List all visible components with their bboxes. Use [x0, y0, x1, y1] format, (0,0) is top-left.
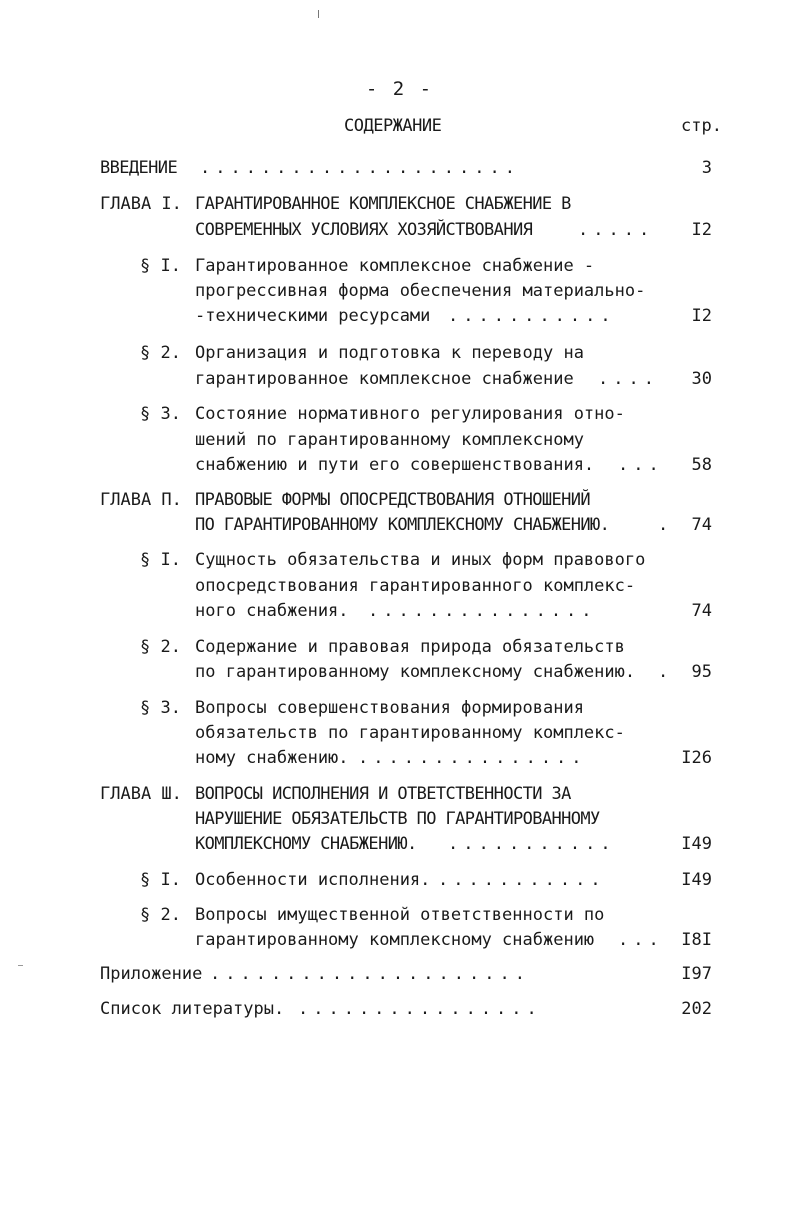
entry-text: ного снабжения.	[195, 601, 349, 621]
entry-text: Гарантированное комплексное снабжение -	[195, 256, 595, 276]
entry-text: Особенности исполнения.	[195, 870, 431, 890]
entry-text: по гарантированному комплексному снабжению.	[195, 662, 636, 682]
entry-text: ному снабжению.	[195, 748, 349, 768]
entry-page: 3	[701, 158, 712, 178]
dot-leader: .....	[578, 220, 655, 240]
entry-page: I2	[691, 306, 712, 326]
dot-leader: .	[658, 662, 674, 682]
entry-text: ПО ГАРАНТИРОВАННОМУ КОМПЛЕКСНОМУ СНАБЖЕНИЮ.	[195, 515, 610, 535]
entry-page: I2	[691, 220, 712, 240]
entry-page: 30	[691, 369, 712, 389]
entry-text: гарантированному комплексному снабжению	[195, 930, 595, 950]
dot-leader: ...	[618, 455, 664, 475]
entry-text: ВВЕДЕНИЕ	[100, 158, 178, 178]
dot-leader: ...............	[358, 748, 587, 768]
entry-text: опосредствования гарантированного комплекс-	[195, 576, 636, 596]
entry-text: ВОПРОСЫ ИСПОЛНЕНИЯ И ОТВЕТСТВЕННОСТИ ЗА	[195, 784, 571, 804]
page-number: - 2 -	[365, 78, 434, 100]
entry-text: Приложение	[100, 964, 203, 984]
dot-leader: .....................	[200, 158, 520, 178]
entry-text: -техническими ресурсами	[195, 306, 431, 326]
entry-text: прогрессивная форма обеспечения материально-	[195, 281, 646, 301]
entry-label: § 2.	[140, 905, 181, 925]
entry-page: I49	[681, 870, 712, 890]
entry-page: 202	[681, 999, 712, 1019]
entry-text: Вопросы совершенствования формирования	[195, 698, 584, 718]
entry-page: 74	[691, 515, 712, 535]
entry-text: гарантированное комплексное снабжение	[195, 369, 574, 389]
entry-label: ГЛАВА П.	[100, 490, 182, 510]
page-column-label: стр.	[681, 116, 722, 136]
entry-text: обязательств по гарантированному комплекс-	[195, 723, 625, 743]
entry-label: ГЛАВА Ш.	[100, 784, 182, 804]
entry-label: § 3.	[140, 698, 181, 718]
entry-text: Организация и подготовка к переводу на	[195, 343, 584, 363]
entry-label: § 2.	[140, 637, 181, 657]
entry-label: § I.	[140, 870, 181, 890]
entry-text: шений по гарантированному комплексному	[195, 430, 584, 450]
entry-page: I8I	[681, 930, 712, 950]
dot-leader: ...........	[438, 870, 606, 890]
toc-title: СОДЕРЖАНИЕ	[344, 116, 442, 136]
entry-label: § I.	[140, 256, 181, 276]
entry-text: НАРУШЕНИЕ ОБЯЗАТЕЛЬСТВ ПО ГАРАНТИРОВАННОМУ	[195, 809, 600, 829]
entry-page: 74	[691, 601, 712, 621]
entry-text: СОВРЕМЕННЫХ УСЛОВИЯХ ХОЗЯЙСТВОВАНИЯ	[195, 220, 533, 240]
entry-text: снабжению и пути его совершенствования.	[195, 455, 595, 475]
dot-leader: ...........	[448, 306, 616, 326]
entry-text: ПРАВОВЫЕ ФОРМЫ ОПОСРЕДСТВОВАНИЯ ОТНОШЕНИЙ	[195, 490, 591, 510]
entry-label: § 3.	[140, 404, 181, 424]
entry-label: § 2.	[140, 343, 181, 363]
entry-page: I26	[681, 748, 712, 768]
entry-page: I49	[681, 834, 712, 854]
entry-text: Состояние нормативного регулирования отно-	[195, 404, 625, 424]
entry-text: Список литературы.	[100, 999, 285, 1019]
entry-text: Содержание и правовая природа обязательств	[195, 637, 625, 657]
scan-mark	[18, 965, 23, 966]
dot-leader: .....................	[210, 964, 530, 984]
entry-text: КОМПЛЕКСНОМУ СНАБЖЕНИЮ.	[195, 834, 417, 854]
dot-leader: .	[658, 515, 674, 535]
entry-text: Вопросы имущественной ответственности по	[195, 905, 605, 925]
scan-mark	[318, 10, 319, 18]
entry-text: ГАРАНТИРОВАННОЕ КОМПЛЕКСНОЕ СНАБЖЕНИЕ В	[195, 194, 571, 214]
entry-page: I97	[681, 964, 712, 984]
dot-leader: ....	[598, 369, 659, 389]
entry-text: Сущность обязательства и иных форм правового	[195, 550, 646, 570]
dot-leader: ...........	[448, 834, 616, 854]
entry-label: ГЛАВА I.	[100, 194, 182, 214]
dot-leader: ...	[618, 930, 664, 950]
entry-page: 95	[691, 662, 712, 682]
entry-page: 58	[691, 455, 712, 475]
dot-leader: ................	[298, 999, 542, 1019]
dot-leader: ...............	[368, 601, 597, 621]
entry-label: § I.	[140, 550, 181, 570]
